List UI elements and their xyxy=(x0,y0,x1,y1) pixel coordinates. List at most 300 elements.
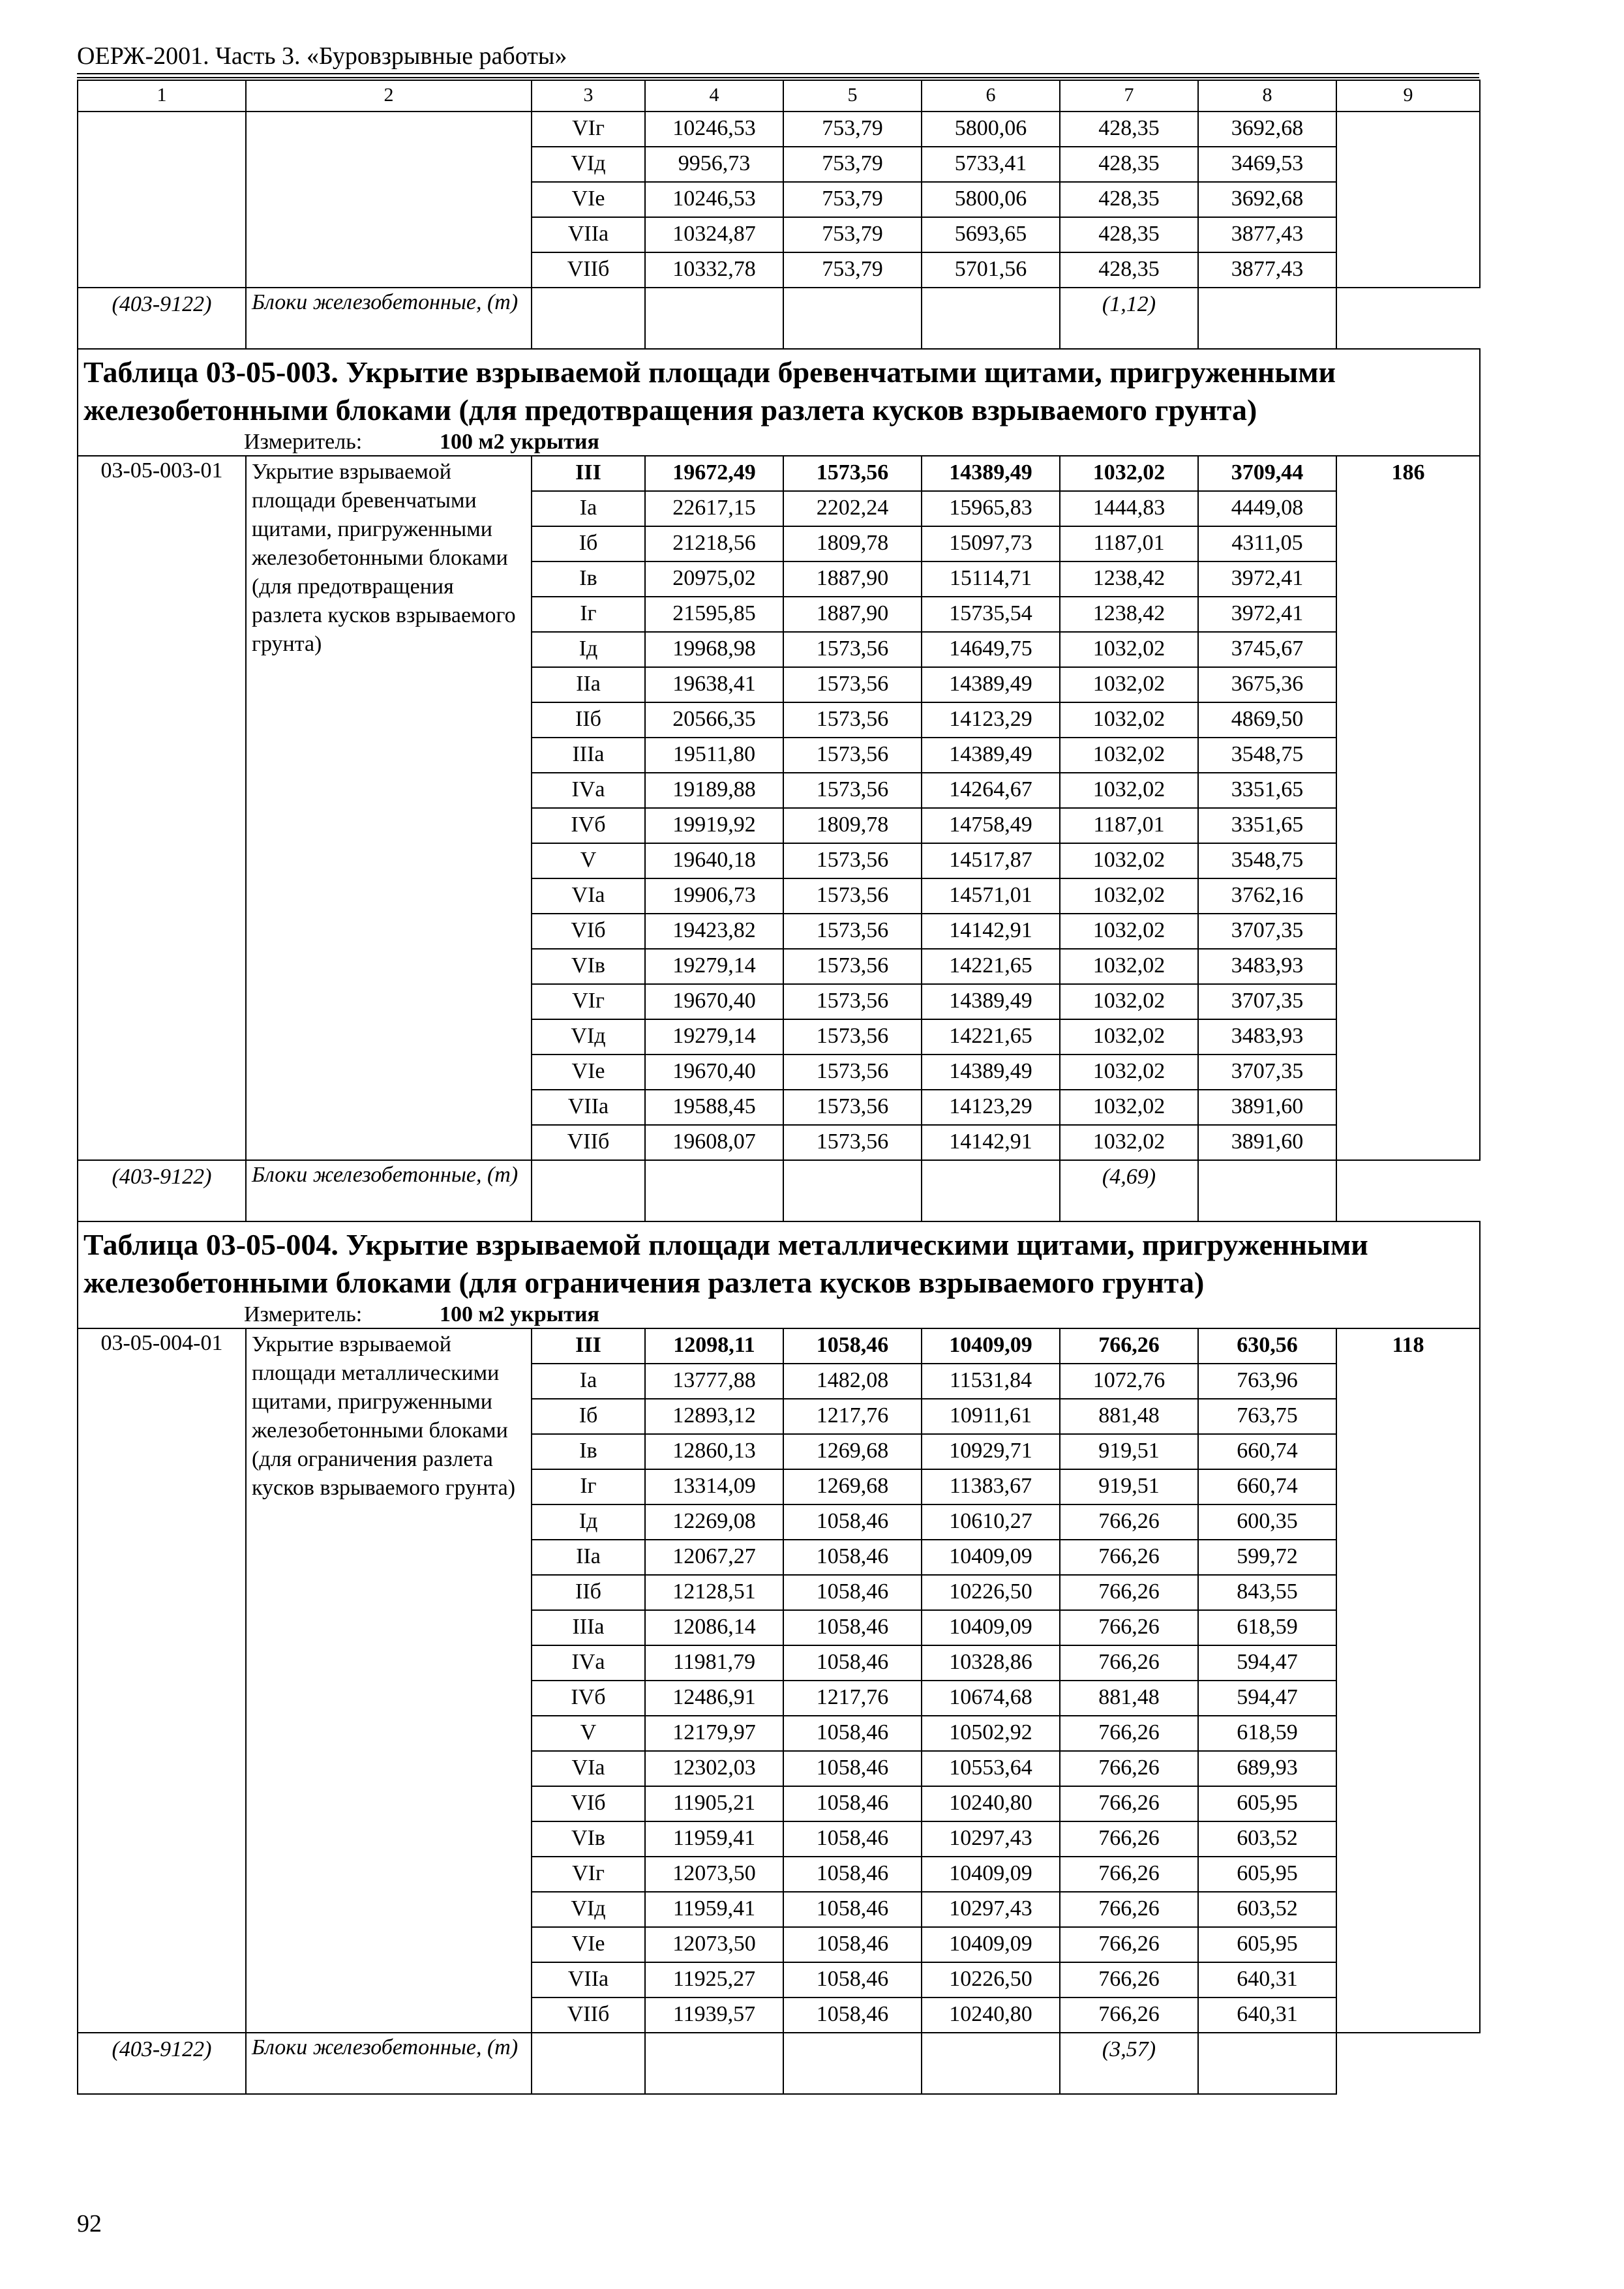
value-cell: 14758,49 xyxy=(922,808,1060,843)
zone-cell: Iв xyxy=(532,1434,645,1469)
value-cell: 1032,02 xyxy=(1060,914,1198,949)
rate-extra: 118 xyxy=(1336,1328,1480,2033)
empty-cell xyxy=(922,1160,1060,1221)
zone-cell: VIе xyxy=(532,1055,645,1090)
value-cell: 766,26 xyxy=(1060,1997,1198,2033)
value-cell: 3877,43 xyxy=(1198,217,1336,252)
value-cell: 1032,02 xyxy=(1060,1055,1198,1090)
value-cell: 12086,14 xyxy=(645,1610,783,1645)
value-cell: 3483,93 xyxy=(1198,949,1336,984)
value-cell: 618,59 xyxy=(1198,1610,1336,1645)
value-cell: 15735,54 xyxy=(922,597,1060,632)
value-cell: 4869,50 xyxy=(1198,702,1336,738)
value-cell: 14221,65 xyxy=(922,949,1060,984)
meter-label: Измеритель: xyxy=(244,430,363,454)
rate-description: Укрытие взрываемой площади бревенчатыми щитами, пригруженными железобетонными блоками (для предотвращения разлета кусков взрываемого грунта) xyxy=(246,456,532,1160)
resource-value: (4,69) xyxy=(1060,1160,1198,1221)
value-cell: 753,79 xyxy=(783,147,922,182)
value-cell: 3877,43 xyxy=(1198,252,1336,288)
value-cell: 1058,46 xyxy=(783,1540,922,1575)
value-cell: 763,96 xyxy=(1198,1364,1336,1399)
meter-row xyxy=(78,429,1480,456)
zone-cell: VIг xyxy=(532,1857,645,1892)
value-cell: 1032,02 xyxy=(1060,1019,1198,1055)
value-cell: 428,35 xyxy=(1060,147,1198,182)
column-number: 1 xyxy=(78,80,246,112)
value-cell: 14571,01 xyxy=(922,878,1060,914)
value-cell: 10297,43 xyxy=(922,1821,1060,1857)
value-cell: 12073,50 xyxy=(645,1927,783,1962)
value-cell: 19638,41 xyxy=(645,667,783,702)
value-cell: 10246,53 xyxy=(645,182,783,217)
value-cell: 1032,02 xyxy=(1060,1125,1198,1160)
value-cell: 1058,46 xyxy=(783,1645,922,1681)
zone-cell: Iб xyxy=(532,526,645,561)
resource-code: (403-9122) xyxy=(78,1160,246,1221)
empty-cell xyxy=(1198,1160,1336,1221)
resource-value: (3,57) xyxy=(1060,2033,1198,2094)
value-cell: 1058,46 xyxy=(783,1504,922,1540)
rate-description: Укрытие взрываемой площади металлическими щитами, пригруженными железобетонными блоками (для ограничения разлета кусков взрываемого грунта) xyxy=(246,1328,532,2033)
value-cell: 12893,12 xyxy=(645,1399,783,1434)
column-number: 5 xyxy=(783,80,922,112)
value-cell: 1573,56 xyxy=(783,738,922,773)
value-cell: 1032,02 xyxy=(1060,949,1198,984)
value-cell: 15965,83 xyxy=(922,491,1060,526)
meter-value: 100 м2 укрытия xyxy=(440,430,599,454)
zone-cell: VIIб xyxy=(532,252,645,288)
rate-code: 03-05-003-01 xyxy=(78,456,246,1160)
value-cell: 1573,56 xyxy=(783,702,922,738)
empty-cell xyxy=(922,2033,1060,2094)
resource-name: Блоки железобетонные, (т) xyxy=(246,288,532,349)
zone-cell: V xyxy=(532,843,645,878)
value-cell: 19640,18 xyxy=(645,843,783,878)
meter-cell xyxy=(78,1302,1480,1328)
table-row xyxy=(78,456,1480,491)
value-cell: 766,26 xyxy=(1060,1857,1198,1892)
table-title-row xyxy=(78,1221,1480,1302)
resource-code: (403-9122) xyxy=(78,288,246,349)
value-cell: 5800,06 xyxy=(922,182,1060,217)
value-cell: 600,35 xyxy=(1198,1504,1336,1540)
value-cell: 12269,08 xyxy=(645,1504,783,1540)
value-cell: 753,79 xyxy=(783,252,922,288)
value-cell: 766,26 xyxy=(1060,1610,1198,1645)
value-cell: 10240,80 xyxy=(922,1997,1060,2033)
column-number: 9 xyxy=(1336,80,1480,112)
value-cell: 1573,56 xyxy=(783,878,922,914)
value-cell: 14123,29 xyxy=(922,1090,1060,1125)
value-cell: 19670,40 xyxy=(645,1055,783,1090)
zone-cell: VIIб xyxy=(532,1125,645,1160)
table-row xyxy=(78,1328,1480,1364)
column-number: 2 xyxy=(246,80,532,112)
resource-name: Блоки железобетонные, (т) xyxy=(246,1160,532,1221)
value-cell: 3469,53 xyxy=(1198,147,1336,182)
value-cell: 605,95 xyxy=(1198,1786,1336,1821)
value-cell: 11383,67 xyxy=(922,1469,1060,1504)
value-cell: 11959,41 xyxy=(645,1821,783,1857)
value-cell: 605,95 xyxy=(1198,1927,1336,1962)
value-cell: 1573,56 xyxy=(783,773,922,808)
value-cell: 919,51 xyxy=(1060,1434,1198,1469)
value-cell: 10409,09 xyxy=(922,1328,1060,1364)
value-cell: 603,52 xyxy=(1198,1821,1336,1857)
value-cell: 1887,90 xyxy=(783,561,922,597)
value-cell: 5693,65 xyxy=(922,217,1060,252)
value-cell: 1058,46 xyxy=(783,1575,922,1610)
value-cell: 919,51 xyxy=(1060,1469,1198,1504)
value-cell: 1573,56 xyxy=(783,914,922,949)
value-cell: 10502,92 xyxy=(922,1716,1060,1751)
value-cell: 1482,08 xyxy=(783,1364,922,1399)
value-cell: 11925,27 xyxy=(645,1962,783,1997)
value-cell: 1058,46 xyxy=(783,1821,922,1857)
value-cell: 14142,91 xyxy=(922,914,1060,949)
empty-cell xyxy=(922,288,1060,349)
meter-value: 100 м2 укрытия xyxy=(440,1302,599,1326)
empty-cell xyxy=(645,288,783,349)
value-cell: 14264,67 xyxy=(922,773,1060,808)
value-cell: 599,72 xyxy=(1198,1540,1336,1575)
value-cell: 10324,87 xyxy=(645,217,783,252)
meter-row xyxy=(78,1302,1480,1328)
value-cell: 428,35 xyxy=(1060,112,1198,147)
zone-cell: III xyxy=(532,1328,645,1364)
value-cell: 14389,49 xyxy=(922,1055,1060,1090)
value-cell: 12128,51 xyxy=(645,1575,783,1610)
value-cell: 10409,09 xyxy=(922,1857,1060,1892)
value-cell: 1444,83 xyxy=(1060,491,1198,526)
value-cell: 766,26 xyxy=(1060,1751,1198,1786)
zone-cell: VIIб xyxy=(532,1997,645,2033)
column-number: 8 xyxy=(1198,80,1336,112)
value-cell: 1058,46 xyxy=(783,1962,922,1997)
value-cell: 1573,56 xyxy=(783,632,922,667)
value-cell: 753,79 xyxy=(783,217,922,252)
header-rule xyxy=(77,77,1479,78)
value-cell: 753,79 xyxy=(783,112,922,147)
value-cell: 3972,41 xyxy=(1198,561,1336,597)
value-cell: 766,26 xyxy=(1060,1821,1198,1857)
value-cell: 10929,71 xyxy=(922,1434,1060,1469)
value-cell: 1573,56 xyxy=(783,667,922,702)
rate-extra: 186 xyxy=(1336,456,1480,1160)
value-cell: 1573,56 xyxy=(783,843,922,878)
description-cell xyxy=(246,112,532,288)
value-cell: 1887,90 xyxy=(783,597,922,632)
value-cell: 5701,56 xyxy=(922,252,1060,288)
value-cell: 3483,93 xyxy=(1198,1019,1336,1055)
value-cell: 605,95 xyxy=(1198,1857,1336,1892)
value-cell: 19588,45 xyxy=(645,1090,783,1125)
zone-cell: IVб xyxy=(532,1681,645,1716)
meter-label: Измеритель: xyxy=(244,1302,363,1326)
value-cell: 11981,79 xyxy=(645,1645,783,1681)
zone-cell: Iа xyxy=(532,1364,645,1399)
resource-code: (403-9122) xyxy=(78,2033,246,2094)
zone-cell: VIIа xyxy=(532,1090,645,1125)
zone-cell: VIв xyxy=(532,1821,645,1857)
value-cell: 20975,02 xyxy=(645,561,783,597)
extra-cell xyxy=(1336,112,1480,288)
column-number: 3 xyxy=(532,80,645,112)
value-cell: 766,26 xyxy=(1060,1927,1198,1962)
value-cell: 10409,09 xyxy=(922,1610,1060,1645)
value-cell: 4449,08 xyxy=(1198,491,1336,526)
value-cell: 594,47 xyxy=(1198,1681,1336,1716)
value-cell: 3745,67 xyxy=(1198,632,1336,667)
value-cell: 766,26 xyxy=(1060,1328,1198,1364)
value-cell: 10610,27 xyxy=(922,1504,1060,1540)
resource-name: Блоки железобетонные, (т) xyxy=(246,2033,532,2094)
value-cell: 1058,46 xyxy=(783,1997,922,2033)
resource-row xyxy=(78,288,1480,349)
value-cell: 12179,97 xyxy=(645,1716,783,1751)
zone-cell: VIб xyxy=(532,914,645,949)
zone-cell: III xyxy=(532,456,645,491)
value-cell: 660,74 xyxy=(1198,1434,1336,1469)
value-cell: 19968,98 xyxy=(645,632,783,667)
value-cell: 881,48 xyxy=(1060,1399,1198,1434)
value-cell: 1058,46 xyxy=(783,1927,922,1962)
value-cell: 19423,82 xyxy=(645,914,783,949)
value-cell: 22617,15 xyxy=(645,491,783,526)
value-cell: 1072,76 xyxy=(1060,1364,1198,1399)
zone-cell: IIб xyxy=(532,702,645,738)
value-cell: 640,31 xyxy=(1198,1962,1336,1997)
zone-cell: VIа xyxy=(532,878,645,914)
value-cell: 428,35 xyxy=(1060,252,1198,288)
value-cell: 10409,09 xyxy=(922,1540,1060,1575)
rate-code: 03-05-004-01 xyxy=(78,1328,246,2033)
value-cell: 12073,50 xyxy=(645,1857,783,1892)
value-cell: 428,35 xyxy=(1060,217,1198,252)
value-cell: 19670,40 xyxy=(645,984,783,1019)
value-cell: 11531,84 xyxy=(922,1364,1060,1399)
value-cell: 766,26 xyxy=(1060,1892,1198,1927)
zone-cell: VIг xyxy=(532,112,645,147)
rates-table xyxy=(77,80,1481,2095)
value-cell: 1573,56 xyxy=(783,949,922,984)
zone-cell: IVа xyxy=(532,773,645,808)
value-cell: 766,26 xyxy=(1060,1962,1198,1997)
value-cell: 1032,02 xyxy=(1060,738,1198,773)
value-cell: 881,48 xyxy=(1060,1681,1198,1716)
value-cell: 10911,61 xyxy=(922,1399,1060,1434)
value-cell: 1269,68 xyxy=(783,1469,922,1504)
value-cell: 1058,46 xyxy=(783,1892,922,1927)
empty-cell xyxy=(1198,2033,1336,2094)
value-cell: 5733,41 xyxy=(922,147,1060,182)
value-cell: 4311,05 xyxy=(1198,526,1336,561)
value-cell: 1032,02 xyxy=(1060,773,1198,808)
zone-cell: VIе xyxy=(532,1927,645,1962)
zone-cell: VIIа xyxy=(532,217,645,252)
zone-cell: IVа xyxy=(532,1645,645,1681)
value-cell: 15097,73 xyxy=(922,526,1060,561)
empty-cell xyxy=(532,2033,645,2094)
value-cell: 1217,76 xyxy=(783,1399,922,1434)
value-cell: 1032,02 xyxy=(1060,984,1198,1019)
value-cell: 13777,88 xyxy=(645,1364,783,1399)
column-number-row xyxy=(78,80,1480,112)
empty-cell xyxy=(1198,288,1336,349)
value-cell: 5800,06 xyxy=(922,112,1060,147)
value-cell: 3548,75 xyxy=(1198,843,1336,878)
value-cell: 1573,56 xyxy=(783,1019,922,1055)
value-cell: 1573,56 xyxy=(783,1125,922,1160)
value-cell: 1573,56 xyxy=(783,456,922,491)
value-cell: 14389,49 xyxy=(922,456,1060,491)
empty-cell xyxy=(645,2033,783,2094)
value-cell: 2202,24 xyxy=(783,491,922,526)
value-cell: 10328,86 xyxy=(922,1645,1060,1681)
zone-cell: VIг xyxy=(532,984,645,1019)
value-cell: 11939,57 xyxy=(645,1997,783,2033)
value-cell: 1217,76 xyxy=(783,1681,922,1716)
value-cell: 3707,35 xyxy=(1198,914,1336,949)
column-number: 7 xyxy=(1060,80,1198,112)
value-cell: 3692,68 xyxy=(1198,112,1336,147)
value-cell: 766,26 xyxy=(1060,1786,1198,1821)
zone-cell: Iд xyxy=(532,632,645,667)
value-cell: 766,26 xyxy=(1060,1716,1198,1751)
value-cell: 21218,56 xyxy=(645,526,783,561)
zone-cell: VIд xyxy=(532,1019,645,1055)
value-cell: 660,74 xyxy=(1198,1469,1336,1504)
value-cell: 1032,02 xyxy=(1060,1090,1198,1125)
value-cell: 19279,14 xyxy=(645,949,783,984)
value-cell: 428,35 xyxy=(1060,182,1198,217)
meter-cell xyxy=(78,429,1480,456)
value-cell: 640,31 xyxy=(1198,1997,1336,2033)
value-cell: 12302,03 xyxy=(645,1751,783,1786)
value-cell: 1058,46 xyxy=(783,1857,922,1892)
value-cell: 14142,91 xyxy=(922,1125,1060,1160)
value-cell: 19672,49 xyxy=(645,456,783,491)
resource-row xyxy=(78,1160,1480,1221)
value-cell: 3762,16 xyxy=(1198,878,1336,914)
value-cell: 766,26 xyxy=(1060,1645,1198,1681)
rates-table-body xyxy=(78,80,1480,2094)
zone-cell: V xyxy=(532,1716,645,1751)
value-cell: 1032,02 xyxy=(1060,456,1198,491)
zone-cell: Iд xyxy=(532,1504,645,1540)
value-cell: 1573,56 xyxy=(783,984,922,1019)
zone-cell: VIе xyxy=(532,182,645,217)
value-cell: 1058,46 xyxy=(783,1786,922,1821)
value-cell: 1238,42 xyxy=(1060,561,1198,597)
empty-cell xyxy=(783,1160,922,1221)
zone-cell: Iг xyxy=(532,597,645,632)
zone-cell: IVб xyxy=(532,808,645,843)
empty-cell xyxy=(783,288,922,349)
value-cell: 3972,41 xyxy=(1198,597,1336,632)
zone-cell: IIб xyxy=(532,1575,645,1610)
zone-cell: IIа xyxy=(532,1540,645,1575)
value-cell: 843,55 xyxy=(1198,1575,1336,1610)
value-cell: 19279,14 xyxy=(645,1019,783,1055)
value-cell: 1269,68 xyxy=(783,1434,922,1469)
value-cell: 618,59 xyxy=(1198,1716,1336,1751)
zone-cell: Iв xyxy=(532,561,645,597)
resource-row xyxy=(78,2033,1480,2094)
value-cell: 3891,60 xyxy=(1198,1090,1336,1125)
value-cell: 1573,56 xyxy=(783,1090,922,1125)
value-cell: 14389,49 xyxy=(922,738,1060,773)
value-cell: 766,26 xyxy=(1060,1504,1198,1540)
value-cell: 1058,46 xyxy=(783,1610,922,1645)
value-cell: 3707,35 xyxy=(1198,984,1336,1019)
empty-cell xyxy=(783,2033,922,2094)
value-cell: 21595,85 xyxy=(645,597,783,632)
value-cell: 630,56 xyxy=(1198,1328,1336,1364)
value-cell: 14649,75 xyxy=(922,632,1060,667)
value-cell: 12860,13 xyxy=(645,1434,783,1469)
value-cell: 3548,75 xyxy=(1198,738,1336,773)
value-cell: 603,52 xyxy=(1198,1892,1336,1927)
value-cell: 19189,88 xyxy=(645,773,783,808)
value-cell: 14221,65 xyxy=(922,1019,1060,1055)
value-cell: 1032,02 xyxy=(1060,702,1198,738)
value-cell: 1032,02 xyxy=(1060,843,1198,878)
zone-cell: VIд xyxy=(532,147,645,182)
zone-cell: Iб xyxy=(532,1399,645,1434)
value-cell: 10553,64 xyxy=(922,1751,1060,1786)
value-cell: 13314,09 xyxy=(645,1469,783,1504)
empty-cell xyxy=(532,1160,645,1221)
value-cell: 689,93 xyxy=(1198,1751,1336,1786)
value-cell: 3351,65 xyxy=(1198,773,1336,808)
value-cell: 19608,07 xyxy=(645,1125,783,1160)
column-number: 6 xyxy=(922,80,1060,112)
value-cell: 20566,35 xyxy=(645,702,783,738)
table-title: Таблица 03-05-004. Укрытие взрываемой площади металлическими щитами, пригруженными железобетонными блоками (для ограничения разлета кусков взрываемого грунта) xyxy=(78,1221,1480,1302)
page-number: 92 xyxy=(77,2210,102,2237)
zone-cell: VIб xyxy=(532,1786,645,1821)
value-cell: 11905,21 xyxy=(645,1786,783,1821)
value-cell: 1187,01 xyxy=(1060,808,1198,843)
value-cell: 1032,02 xyxy=(1060,632,1198,667)
value-cell: 14389,49 xyxy=(922,667,1060,702)
zone-cell: Iа xyxy=(532,491,645,526)
zone-cell: Iг xyxy=(532,1469,645,1504)
table-title-row xyxy=(78,349,1480,429)
value-cell: 1809,78 xyxy=(783,808,922,843)
value-cell: 19906,73 xyxy=(645,878,783,914)
zone-cell: VIд xyxy=(532,1892,645,1927)
value-cell: 3709,44 xyxy=(1198,456,1336,491)
value-cell: 3692,68 xyxy=(1198,182,1336,217)
zone-cell: VIIа xyxy=(532,1962,645,1997)
value-cell: 19919,92 xyxy=(645,808,783,843)
value-cell: 10226,50 xyxy=(922,1575,1060,1610)
zone-cell: VIа xyxy=(532,1751,645,1786)
value-cell: 753,79 xyxy=(783,182,922,217)
value-cell: 10246,53 xyxy=(645,112,783,147)
value-cell: 3891,60 xyxy=(1198,1125,1336,1160)
value-cell: 3351,65 xyxy=(1198,808,1336,843)
value-cell: 10409,09 xyxy=(922,1927,1060,1962)
zone-cell: IIа xyxy=(532,667,645,702)
empty-cell xyxy=(532,288,645,349)
value-cell: 766,26 xyxy=(1060,1575,1198,1610)
zone-cell: IIIа xyxy=(532,738,645,773)
value-cell: 1238,42 xyxy=(1060,597,1198,632)
value-cell: 10226,50 xyxy=(922,1962,1060,1997)
